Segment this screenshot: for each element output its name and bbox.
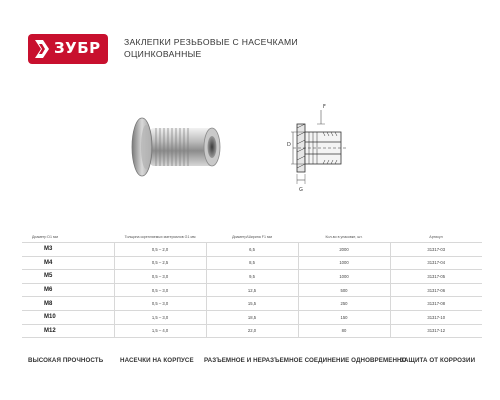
- cell-thickness: 0,5 – 2,0: [114, 243, 206, 257]
- feature-connection: РАЗЪЕМНОЕ И НЕРАЗЪЕМНОЕ СОЕДИНЕНИЕ ОДНОВРЕМЕННО: [204, 357, 407, 364]
- header-width: Диаметр/Ширина F1 мм: [232, 235, 272, 239]
- cell-thickness: 1,5 – 3,0: [114, 310, 206, 324]
- feature-knurling: НАСЕЧКИ НА КОРПУСЕ: [120, 357, 194, 364]
- table-header-row: [22, 232, 482, 243]
- diagram-label-f: F: [323, 104, 326, 110]
- cell-width: 6,5: [206, 243, 298, 257]
- rivet-nut-diagram: [285, 98, 375, 198]
- table-row: [22, 270, 482, 284]
- cell-article: 31317-05: [390, 270, 482, 284]
- cell-size: М5: [22, 270, 114, 284]
- title-line-1: ЗАКЛЕПКИ РЕЗЬБОВЫЕ С НАСЕЧКАМИ: [124, 37, 298, 47]
- cell-width: 18,5: [206, 310, 298, 324]
- cell-width: 8,5: [206, 256, 298, 270]
- header: [28, 34, 478, 66]
- feature-strength: ВЫСОКАЯ ПРОЧНОСТЬ: [28, 357, 104, 364]
- table-row: [22, 324, 482, 338]
- cell-article: 31317-10: [390, 310, 482, 324]
- cell-article: 31317-12: [390, 324, 482, 338]
- cell-size: М3: [22, 243, 114, 257]
- cell-width: 9,5: [206, 270, 298, 284]
- brand-name: ЗУБР: [54, 39, 101, 57]
- cell-size: М10: [22, 310, 114, 324]
- table-row: [22, 256, 482, 270]
- cell-thickness: 0,5 – 3,0: [114, 283, 206, 297]
- cell-quantity: 500: [298, 283, 390, 297]
- page-title: [124, 36, 298, 60]
- cell-article: 31317-03: [390, 243, 482, 257]
- cell-width: 22,0: [206, 324, 298, 338]
- cell-size: М6: [22, 283, 114, 297]
- feature-corrosion: ЗАЩИТА ОТ КОРРОЗИИ: [400, 357, 476, 364]
- spec-table: [22, 232, 482, 338]
- cell-article: 31317-04: [390, 256, 482, 270]
- diagram-label-d: D: [287, 142, 291, 148]
- cell-article: 31317-08: [390, 297, 482, 311]
- title-line-2: ОЦИНКОВАННЫЕ: [124, 49, 202, 59]
- header-article: Артикул: [429, 235, 443, 239]
- brand-emblem-icon: [34, 40, 50, 58]
- brand-logo: [28, 34, 108, 64]
- cell-size: М4: [22, 256, 114, 270]
- cell-thickness: 0,5 – 3,0: [114, 297, 206, 311]
- cell-quantity: 2000: [298, 243, 390, 257]
- table-row: [22, 310, 482, 324]
- table-row: [22, 297, 482, 311]
- rivet-nut-photo: [110, 90, 250, 200]
- header-quantity: Кол-во в упаковке, шт.: [325, 235, 363, 239]
- cell-quantity: 80: [298, 324, 390, 338]
- cell-width: 12,5: [206, 283, 298, 297]
- cell-size: М12: [22, 324, 114, 338]
- cell-article: 31317-06: [390, 283, 482, 297]
- cell-thickness: 0,5 – 2,5: [114, 256, 206, 270]
- cell-quantity: 250: [298, 297, 390, 311]
- cell-thickness: 1,5 – 4,0: [114, 324, 206, 338]
- cell-quantity: 1000: [298, 256, 390, 270]
- cell-width: 15,5: [206, 297, 298, 311]
- table-row: [22, 283, 482, 297]
- diagram-label-g: G: [299, 187, 303, 193]
- product-figure: [0, 90, 500, 210]
- cell-quantity: 1000: [298, 270, 390, 284]
- cell-size: М8: [22, 297, 114, 311]
- table-row: [22, 243, 482, 257]
- cell-quantity: 150: [298, 310, 390, 324]
- feature-bar: [28, 357, 478, 369]
- header-diameter: Диаметр D1 мм: [32, 235, 58, 239]
- header-thickness: Толщина скрепляемых материалов G1 мм: [124, 235, 196, 239]
- cell-thickness: 0,5 – 3,0: [114, 270, 206, 284]
